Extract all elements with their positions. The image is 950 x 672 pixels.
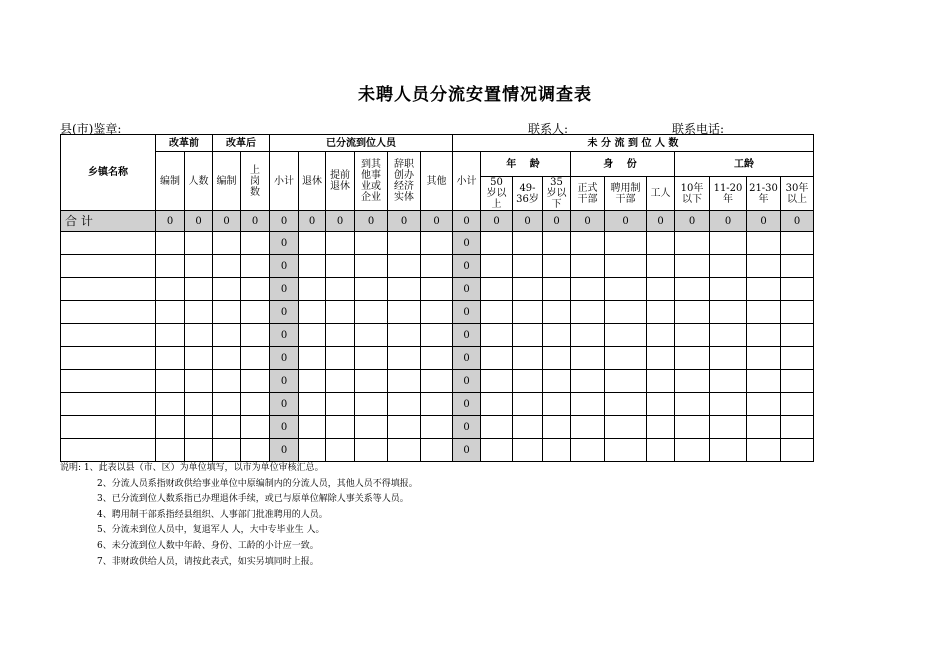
table-cell[interactable] [299,324,326,347]
table-cell[interactable] [605,232,647,255]
table-cell[interactable] [421,324,453,347]
note-line: 7、非财政供给人员，请按此表式，如实另填同时上报。 [97,556,319,567]
table-cell[interactable] [421,439,453,462]
total-cell[interactable]: 0 [543,211,571,232]
table-cell[interactable] [675,370,710,393]
table-cell[interactable] [543,255,571,278]
table-cell[interactable] [543,324,571,347]
table-cell[interactable] [675,232,710,255]
table-cell[interactable] [675,324,710,347]
table-cell[interactable] [355,393,388,416]
header-township: 乡镇名称 [61,135,156,211]
subtotal2-cell[interactable]: 0 [453,232,481,255]
table-cell[interactable] [299,393,326,416]
table-cell[interactable] [543,439,571,462]
table-cell[interactable] [605,278,647,301]
table-cell[interactable] [747,301,781,324]
table-cell[interactable] [241,416,270,439]
table-cell[interactable] [571,324,605,347]
subtotal-cell[interactable]: 0 [270,278,299,301]
table-cell[interactable] [710,370,747,393]
table-cell[interactable] [747,324,781,347]
table-cell[interactable] [421,347,453,370]
table-cell[interactable] [675,416,710,439]
table-cell[interactable] [571,347,605,370]
table-cell[interactable] [388,393,421,416]
table-row [61,324,814,347]
township-cell[interactable] [61,347,156,370]
table-cell[interactable] [185,393,213,416]
table-cell[interactable] [647,416,675,439]
table-row [61,347,814,370]
township-cell[interactable] [61,301,156,324]
total-cell[interactable]: 0 [421,211,453,232]
table-cell[interactable] [388,232,421,255]
table-cell[interactable] [388,439,421,462]
table-cell[interactable] [605,347,647,370]
table-cell[interactable] [647,278,675,301]
header-after: 改革后 [213,135,270,152]
table-cell[interactable] [647,255,675,278]
subtotal-cell[interactable]: 0 [270,416,299,439]
table-row [61,370,814,393]
table-cell[interactable] [481,278,513,301]
header-seniority: 工龄 [675,152,814,177]
table-cell[interactable] [781,232,814,255]
header-subtotal2: 小计 [453,152,481,211]
total-cell[interactable]: 0 [513,211,543,232]
table-cell[interactable] [675,439,710,462]
table-cell[interactable] [781,347,814,370]
table-cell[interactable] [241,301,270,324]
total-cell[interactable]: 0 [270,211,299,232]
total-cell[interactable]: 0 [453,211,481,232]
table-cell[interactable] [513,232,543,255]
table-cell[interactable] [299,301,326,324]
total-cell[interactable]: 0 [605,211,647,232]
table-cell[interactable] [326,278,355,301]
table-cell[interactable] [710,232,747,255]
header-staffing: 编制 [156,152,185,211]
table-cell[interactable] [213,370,241,393]
subtotal2-cell[interactable]: 0 [453,416,481,439]
note-line: 3、已分流到位人数系指已办理退休手续，或已与原单位解除人事关系等人员。 [97,494,409,505]
table-cell[interactable] [675,278,710,301]
subtotal2-cell[interactable]: 0 [453,347,481,370]
table-cell[interactable] [156,393,185,416]
table-cell[interactable] [647,301,675,324]
table-cell[interactable] [543,278,571,301]
table-cell[interactable] [513,324,543,347]
header-diverted: 已分流到位人员 [270,135,453,152]
total-cell[interactable]: 0 [156,211,185,232]
table-cell[interactable] [388,370,421,393]
total-cell[interactable]: 0 [571,211,605,232]
table-cell[interactable] [747,416,781,439]
table-cell[interactable] [513,416,543,439]
total-cell[interactable]: 0 [213,211,241,232]
table-cell[interactable] [185,370,213,393]
table-cell[interactable] [481,393,513,416]
township-cell[interactable] [61,278,156,301]
table-cell[interactable] [241,370,270,393]
table-cell[interactable] [421,278,453,301]
table-cell[interactable] [156,301,185,324]
table-cell[interactable] [710,324,747,347]
township-cell[interactable] [61,324,156,347]
header-before: 改革前 [156,135,213,152]
table-cell[interactable] [185,255,213,278]
table-cell[interactable] [605,439,647,462]
table-row [61,301,814,324]
table-cell[interactable] [513,439,543,462]
table-cell[interactable] [355,324,388,347]
table-cell[interactable] [747,393,781,416]
table-cell[interactable] [571,278,605,301]
header-contract-cadre: 聘用制干部 [605,177,647,211]
header-worker: 工人 [647,177,675,211]
subtotal2-cell[interactable]: 0 [453,301,481,324]
total-label: 合 计 [61,211,156,232]
table-cell[interactable] [647,232,675,255]
township-cell[interactable] [61,393,156,416]
table-cell[interactable] [481,232,513,255]
table-cell[interactable] [675,301,710,324]
table-cell[interactable] [213,393,241,416]
table-cell[interactable] [355,347,388,370]
header-headcount: 人数 [185,152,213,211]
table-cell[interactable] [185,324,213,347]
table-cell[interactable] [213,255,241,278]
table-cell[interactable] [388,255,421,278]
header-identity: 身 份 [571,152,675,177]
table-cell[interactable] [326,301,355,324]
header-post-count: 上岗数 [241,152,270,211]
table-cell[interactable] [605,324,647,347]
table-cell[interactable] [747,347,781,370]
subtotal-cell[interactable]: 0 [270,301,299,324]
subtotal2-cell[interactable]: 0 [453,255,481,278]
total-cell[interactable]: 0 [326,211,355,232]
table-cell[interactable] [156,232,185,255]
total-cell[interactable]: 0 [781,211,814,232]
table-cell[interactable] [326,439,355,462]
table-cell[interactable] [513,347,543,370]
table-cell[interactable] [647,347,675,370]
total-cell[interactable]: 0 [647,211,675,232]
table-cell[interactable] [747,232,781,255]
table-cell[interactable] [156,278,185,301]
table-cell[interactable] [571,301,605,324]
township-cell[interactable] [61,232,156,255]
table-cell[interactable] [481,370,513,393]
table-cell[interactable] [156,347,185,370]
total-cell[interactable]: 0 [710,211,747,232]
seal-label: 县(市)鉴章: [60,122,122,136]
table-cell[interactable] [156,416,185,439]
header-seniority-21-30: 21-30年 [747,177,781,211]
table-cell[interactable] [710,393,747,416]
table-cell[interactable] [710,255,747,278]
subtotal2-cell[interactable]: 0 [453,370,481,393]
table-cell[interactable] [299,255,326,278]
table-cell[interactable] [481,347,513,370]
subtotal-cell[interactable]: 0 [270,370,299,393]
table-cell[interactable] [326,370,355,393]
table-cell[interactable] [571,370,605,393]
table-cell[interactable] [421,416,453,439]
table-cell[interactable] [513,393,543,416]
table-cell[interactable] [213,232,241,255]
table-cell[interactable] [605,370,647,393]
table-cell[interactable] [388,324,421,347]
page-title: 未聘人员分流安置情况调查表 [358,85,592,105]
table-cell[interactable] [747,439,781,462]
total-cell[interactable]: 0 [241,211,270,232]
table-cell[interactable] [481,255,513,278]
total-cell[interactable]: 0 [355,211,388,232]
contact-label: 联系人: [528,122,569,136]
table-cell[interactable] [213,278,241,301]
table-cell[interactable] [481,416,513,439]
table-cell[interactable] [647,370,675,393]
table-cell[interactable] [326,393,355,416]
header-retire: 退休 [299,152,326,211]
table-cell[interactable] [481,439,513,462]
table-cell[interactable] [185,232,213,255]
header-seniority-11-20: 11-20年 [710,177,747,211]
table-cell[interactable] [513,278,543,301]
table-cell[interactable] [185,439,213,462]
table-cell[interactable] [710,278,747,301]
table-cell[interactable] [571,416,605,439]
table-cell[interactable] [421,232,453,255]
table-cell[interactable] [156,370,185,393]
table-cell[interactable] [213,416,241,439]
table-cell[interactable] [388,278,421,301]
table-cell[interactable] [781,324,814,347]
table-cell[interactable] [241,393,270,416]
table-cell[interactable] [241,347,270,370]
table-cell[interactable] [355,232,388,255]
table-cell[interactable] [781,416,814,439]
subtotal2-cell[interactable]: 0 [453,324,481,347]
subtotal2-cell[interactable]: 0 [453,393,481,416]
table-cell[interactable] [710,301,747,324]
header-staffing2: 编制 [213,152,241,211]
table-cell[interactable] [543,232,571,255]
table-cell[interactable] [747,370,781,393]
table-cell[interactable] [481,301,513,324]
table-row [61,393,814,416]
table-cell[interactable] [781,439,814,462]
table-cell[interactable] [605,393,647,416]
header-self-employ: 辞职创办经济实体 [388,152,421,211]
table-cell[interactable] [213,301,241,324]
table-cell[interactable] [185,301,213,324]
table-cell[interactable] [388,416,421,439]
note-line: 4、聘用制干部系指经县组织、人事部门批准聘用的人员。 [97,509,328,520]
total-cell[interactable]: 0 [299,211,326,232]
table-cell[interactable] [605,416,647,439]
table-cell[interactable] [388,347,421,370]
table-cell[interactable] [156,255,185,278]
total-cell[interactable]: 0 [185,211,213,232]
subtotal2-cell[interactable]: 0 [453,439,481,462]
table-cell[interactable] [421,301,453,324]
table-cell[interactable] [355,255,388,278]
note-line: 说明: 1、此表以县（市、区）为单位填写，以市为单位审核汇总。 [60,463,324,473]
table-cell[interactable] [241,324,270,347]
table-cell[interactable] [747,278,781,301]
header-age-50-above: 50岁以上 [481,177,513,211]
table-cell[interactable] [355,416,388,439]
table-cell[interactable] [326,416,355,439]
note-line: 2、分流人员系指财政供给事业单位中原编制内的分流人员，其他人员不得填报。 [97,478,418,489]
header-subtotal: 小计 [270,152,299,211]
total-row [61,211,814,232]
table-cell[interactable] [213,324,241,347]
table-cell[interactable] [326,255,355,278]
note-line: 6、未分流到位人数中年龄、身份、工龄的小计应一致。 [97,540,319,551]
subtotal2-cell[interactable]: 0 [453,278,481,301]
table-cell[interactable] [647,439,675,462]
table-cell[interactable] [299,439,326,462]
table-cell[interactable] [675,255,710,278]
table-cell[interactable] [605,255,647,278]
subtotal-cell[interactable]: 0 [270,232,299,255]
header-age-35-below: 35岁以下 [543,177,571,211]
table-cell[interactable] [213,347,241,370]
table-cell[interactable] [647,324,675,347]
header-not-diverted: 未 分 流 到 位 人 数 [453,135,814,152]
table-cell[interactable] [185,347,213,370]
header-early-retire: 提前退休 [326,152,355,211]
total-cell[interactable]: 0 [481,211,513,232]
table-cell[interactable] [326,324,355,347]
table-cell[interactable] [543,416,571,439]
table-cell[interactable] [326,347,355,370]
table-cell[interactable] [781,301,814,324]
table-cell[interactable] [513,255,543,278]
table-cell[interactable] [299,232,326,255]
notes [60,461,418,570]
header-seniority-10-below: 10年以下 [675,177,710,211]
table-cell[interactable] [513,370,543,393]
table-cell[interactable] [710,439,747,462]
subtotal-cell[interactable]: 0 [270,393,299,416]
subtotal-cell[interactable]: 0 [270,255,299,278]
table-cell[interactable] [571,255,605,278]
table-cell[interactable] [241,439,270,462]
subtotal-cell[interactable]: 0 [270,439,299,462]
table-row [61,232,814,255]
table-cell[interactable] [355,301,388,324]
table-cell[interactable] [571,232,605,255]
total-cell[interactable]: 0 [747,211,781,232]
table-cell[interactable] [675,393,710,416]
header-formal-cadre: 正式干部 [571,177,605,211]
table-cell[interactable] [156,439,185,462]
table-cell[interactable] [543,370,571,393]
table-row [61,278,814,301]
table-cell[interactable] [571,393,605,416]
table-cell[interactable] [543,347,571,370]
table-row [61,416,814,439]
survey-table [60,134,814,462]
table-cell[interactable] [481,324,513,347]
table-cell[interactable] [710,416,747,439]
table-cell[interactable] [747,255,781,278]
table-cell[interactable] [421,255,453,278]
table-cell[interactable] [185,416,213,439]
table-cell[interactable] [543,393,571,416]
table-cell[interactable] [781,370,814,393]
total-cell[interactable]: 0 [388,211,421,232]
table-cell[interactable] [241,278,270,301]
table-cell[interactable] [543,301,571,324]
table-cell[interactable] [675,347,710,370]
table-cell[interactable] [388,301,421,324]
header-seniority-30-above: 30年以上 [781,177,814,211]
table-cell[interactable] [299,416,326,439]
table-cell[interactable] [213,439,241,462]
table-cell[interactable] [781,255,814,278]
table-cell[interactable] [241,255,270,278]
table-cell[interactable] [185,278,213,301]
total-cell[interactable]: 0 [675,211,710,232]
table-row [61,439,814,462]
header-other-enterprise: 到其他事业或企业 [355,152,388,211]
table-cell[interactable] [710,347,747,370]
township-cell[interactable] [61,439,156,462]
table-cell[interactable] [781,393,814,416]
table-cell[interactable] [299,347,326,370]
township-cell[interactable] [61,416,156,439]
table-row [61,255,814,278]
table-cell[interactable] [571,439,605,462]
header-age-49-36: 49-36岁 [513,177,543,211]
table-cell[interactable] [299,278,326,301]
note-line: 5、分流未到位人员中，复退军人 人，大中专毕业生 人。 [97,525,325,536]
table-cell[interactable] [156,324,185,347]
township-cell[interactable] [61,370,156,393]
table-cell[interactable] [421,370,453,393]
table-cell[interactable] [355,370,388,393]
table-cell[interactable] [299,370,326,393]
subtotal-cell[interactable]: 0 [270,347,299,370]
phone-label: 联系电话: [672,122,725,136]
table-cell[interactable] [421,393,453,416]
table-cell[interactable] [355,278,388,301]
header-age: 年 龄 [481,152,571,177]
table-cell[interactable] [241,232,270,255]
township-cell[interactable] [61,255,156,278]
table-cell[interactable] [605,301,647,324]
table-cell[interactable] [355,439,388,462]
subtotal-cell[interactable]: 0 [270,324,299,347]
table-cell[interactable] [513,301,543,324]
table-cell[interactable] [781,278,814,301]
table-cell[interactable] [326,232,355,255]
header-other: 其他 [421,152,453,211]
table-cell[interactable] [647,393,675,416]
